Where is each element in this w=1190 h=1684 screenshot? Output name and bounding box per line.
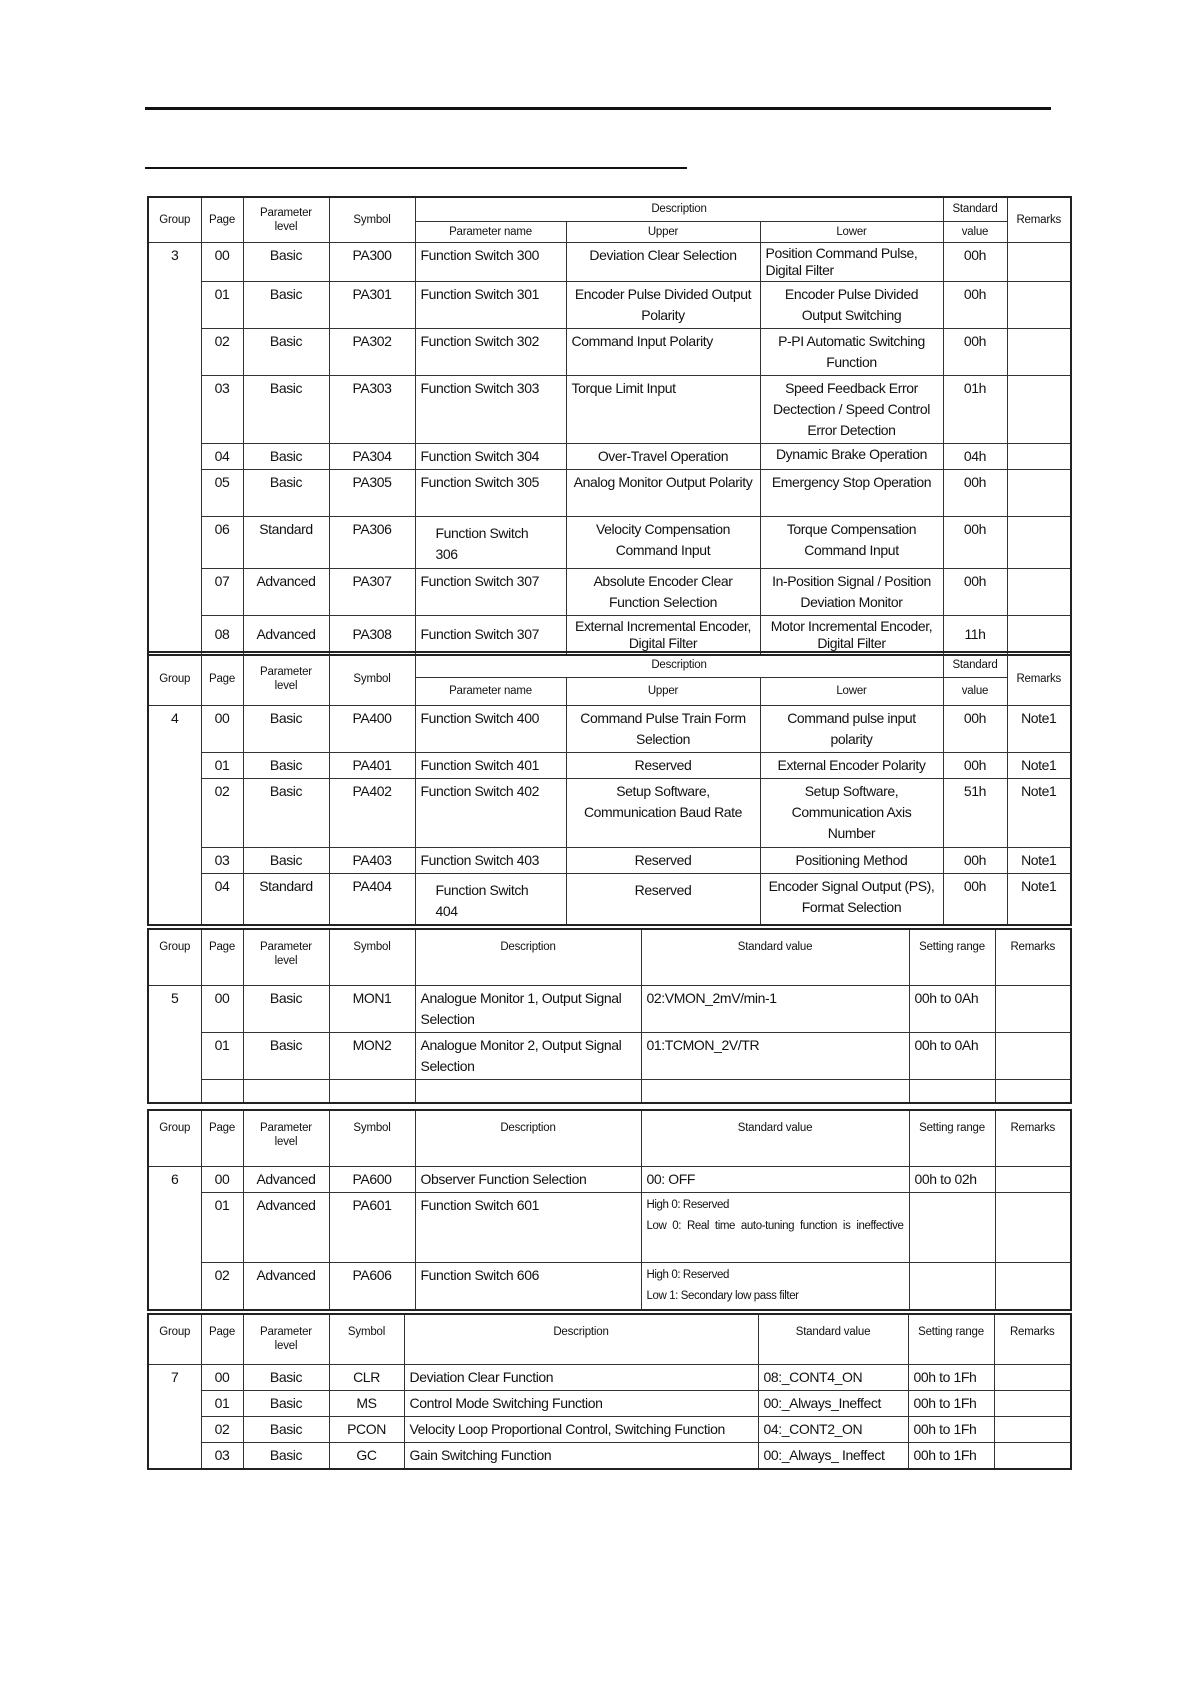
remarks-cell: Note1: [1007, 705, 1071, 752]
level-cell: Advanced: [243, 568, 329, 615]
level-cell: Advanced: [243, 1166, 329, 1192]
standard-value-header: Standard value: [641, 1110, 909, 1166]
std-cell: 04:_CONT2_ON: [758, 1416, 908, 1442]
std-cell: 01:TCMON_2V/TR: [641, 1032, 909, 1079]
symbol-cell: PA301: [329, 281, 415, 328]
lower-cell: Speed Feedback Error Dectection / Speed Control Error Detection: [760, 375, 943, 443]
symbol-header: Symbol: [329, 1314, 404, 1364]
lower-cell: Encoder Pulse Divided Output Switching: [760, 281, 943, 328]
table-row: [148, 568, 1071, 615]
group-number: 6: [148, 1166, 201, 1310]
setting-range-header: Setting range: [908, 1314, 994, 1364]
range-cell: 00h to 1Fh: [908, 1442, 994, 1469]
name-cell: Function Switch 307: [415, 568, 566, 615]
remarks-cell: [994, 1390, 1071, 1416]
description-header: Description: [415, 197, 943, 221]
description-cell: Velocity Loop Proportional Control, Switching Function: [404, 1416, 758, 1442]
std-cell: 00h: [943, 328, 1007, 375]
name-cell: Function Switch 404: [415, 873, 566, 925]
symbol-header: Symbol: [329, 1110, 415, 1166]
range-cell: 00h to 0Ah: [909, 1032, 995, 1079]
page-cell: 02: [201, 778, 243, 847]
upper-cell: Analog Monitor Output Polarity: [566, 469, 760, 516]
upper-cell: Setup Software, Communication Baud Rate: [566, 778, 760, 847]
empty-cell: [243, 1079, 329, 1103]
level-cell: Basic: [243, 328, 329, 375]
name-cell: Function Switch 302: [415, 328, 566, 375]
table-row: [148, 985, 1071, 1032]
symbol-cell: PA601: [329, 1192, 415, 1262]
level-cell: Advanced: [243, 615, 329, 655]
remarks-header: Remarks: [995, 929, 1071, 985]
std-cell: 01h: [943, 375, 1007, 443]
group-number: 7: [148, 1364, 201, 1469]
name-cell: Function Switch 403: [415, 847, 566, 873]
remarks-cell: [995, 1166, 1071, 1192]
symbol-cell: PA400: [329, 705, 415, 752]
name-cell: Function Switch 402: [415, 778, 566, 847]
level-header: Parameter level: [243, 1110, 329, 1166]
table-row: [148, 1166, 1071, 1192]
level-cell: Basic: [243, 242, 329, 281]
std-cell: 04h: [943, 443, 1007, 469]
range-cell: 00h to 02h: [909, 1166, 995, 1192]
table-row: [148, 847, 1071, 873]
page-cell: 07: [201, 568, 243, 615]
upper-cell: Torque Limit Input: [566, 375, 760, 443]
page-cell: 08: [201, 615, 243, 655]
table-row: [148, 328, 1071, 375]
level-cell: Basic: [243, 281, 329, 328]
symbol-cell: PA304: [329, 443, 415, 469]
lower-cell: In-Position Signal / Position Deviation Monitor: [760, 568, 943, 615]
std-cell: 08:_CONT4_ON: [758, 1364, 908, 1390]
lower-cell: Command pulse input polarity: [760, 705, 943, 752]
empty-cell: [995, 1079, 1071, 1103]
lower-cell: Torque Compensation Command Input: [760, 516, 943, 568]
std-cell: 00h: [943, 873, 1007, 925]
std-cell: [641, 1192, 909, 1262]
remarks-header: Remarks: [1007, 652, 1071, 705]
remarks-cell: [1007, 568, 1071, 615]
upper-cell: Command Input Polarity: [566, 328, 760, 375]
upper-cell: Over-Travel Operation: [566, 443, 760, 469]
param-name-header: Parameter name: [415, 677, 566, 705]
table-row: [148, 1079, 1071, 1103]
group-header: Group: [148, 197, 201, 242]
symbol-cell: MS: [329, 1390, 404, 1416]
remarks-cell: Note1: [1007, 752, 1071, 778]
name-cell: Function Switch 307: [415, 615, 566, 655]
page-cell: 03: [201, 1442, 243, 1469]
symbol-cell: PCON: [329, 1416, 404, 1442]
param-name-header: Parameter name: [415, 221, 566, 242]
name-cell: Function Switch 400: [415, 705, 566, 752]
remarks-cell: [1007, 242, 1071, 281]
value-header: value: [943, 221, 1007, 242]
std-low-line: Low 1: Secondary low pass filter: [646, 1289, 799, 1302]
lower-cell: P-PI Automatic Switching Function: [760, 328, 943, 375]
table-row: [148, 375, 1071, 443]
name-cell: Function Switch 301: [415, 281, 566, 328]
table-row: [148, 615, 1071, 655]
standard-value-header: Standard value: [641, 929, 909, 985]
page-cell: 01: [201, 1032, 243, 1079]
std-cell: 00h: [943, 469, 1007, 516]
std-cell: 51h: [943, 778, 1007, 847]
level-cell: Basic: [243, 1032, 329, 1079]
table-row: [148, 752, 1071, 778]
standard-header: Standard: [943, 197, 1007, 221]
group-4-table: [147, 651, 1072, 926]
symbol-cell: PA307: [329, 568, 415, 615]
level-cell: Basic: [243, 778, 329, 847]
name-cell: Function Switch 401: [415, 752, 566, 778]
upper-cell: Reserved: [566, 847, 760, 873]
table-row: [148, 1416, 1071, 1442]
group-number: 5: [148, 985, 201, 1103]
page-header: Page: [201, 1314, 243, 1364]
standard-value-header: Standard value: [758, 1314, 908, 1364]
std-cell: 00h: [943, 705, 1007, 752]
group-header: Group: [148, 1314, 201, 1364]
symbol-cell: PA302: [329, 328, 415, 375]
std-cell: 00:_Always_ Ineffect: [758, 1442, 908, 1469]
level-cell: Basic: [243, 375, 329, 443]
page-cell: 02: [201, 1262, 243, 1310]
table-row: [148, 1390, 1071, 1416]
level-cell: Basic: [243, 1390, 329, 1416]
std-cell: 02:VMON_2mV/min-1: [641, 985, 909, 1032]
symbol-cell: PA303: [329, 375, 415, 443]
remarks-cell: Note1: [1007, 847, 1071, 873]
range-cell: 00h to 0Ah: [909, 985, 995, 1032]
setting-range-header: Setting range: [909, 1110, 995, 1166]
page-header: Page: [201, 1110, 243, 1166]
remarks-cell: [995, 985, 1071, 1032]
symbol-cell: PA305: [329, 469, 415, 516]
description-cell: Control Mode Switching Function: [404, 1390, 758, 1416]
level-header: Parameter level: [243, 652, 329, 705]
std-cell: 00h: [943, 847, 1007, 873]
page-cell: 02: [201, 328, 243, 375]
description-cell: Deviation Clear Function: [404, 1364, 758, 1390]
remarks-cell: [1007, 375, 1071, 443]
description-cell: Analogue Monitor 1, Output Signal Selection: [415, 985, 641, 1032]
lower-cell: Position Command Pulse, Digital Filter: [760, 242, 943, 281]
std-cell: [641, 1262, 909, 1310]
remarks-cell: [995, 1032, 1071, 1079]
standard-header: Standard: [943, 652, 1007, 677]
level-cell: Basic: [243, 1442, 329, 1469]
symbol-cell: PA401: [329, 752, 415, 778]
range-cell: [909, 1192, 995, 1262]
page-header: Page: [201, 652, 243, 705]
range-cell: 00h to 1Fh: [908, 1390, 994, 1416]
std-high-line: High 0: Reserved: [646, 1198, 729, 1211]
level-header: Parameter level: [243, 929, 329, 985]
symbol-header: Symbol: [329, 197, 415, 242]
empty-cell: [415, 1079, 641, 1103]
level-cell: Advanced: [243, 1192, 329, 1262]
std-low-line: Low 0: Real time auto-tuning function is ineffective: [646, 1219, 904, 1232]
level-cell: Basic: [243, 443, 329, 469]
upper-cell: Velocity Compensation Command Input: [566, 516, 760, 568]
table-row: [148, 443, 1071, 469]
page-header: Page: [201, 929, 243, 985]
description-header: Description: [415, 1110, 641, 1166]
upper-cell: Reserved: [566, 752, 760, 778]
value-header: value: [943, 677, 1007, 705]
level-cell: Standard: [243, 516, 329, 568]
symbol-cell: PA404: [329, 873, 415, 925]
upper-cell: Deviation Clear Selection: [566, 242, 760, 281]
lower-header: Lower: [760, 221, 943, 242]
symbol-cell: GC: [329, 1442, 404, 1469]
lower-header: Lower: [760, 677, 943, 705]
table-row: [148, 1364, 1071, 1390]
table-row: [148, 1262, 1071, 1310]
std-cell: 00h: [943, 752, 1007, 778]
level-cell: Basic: [243, 847, 329, 873]
level-cell: Standard: [243, 873, 329, 925]
description-cell: Analogue Monitor 2, Output Signal Selection: [415, 1032, 641, 1079]
symbol-cell: CLR: [329, 1364, 404, 1390]
table-row: [148, 242, 1071, 281]
table-row: [148, 705, 1071, 752]
table-row: [148, 873, 1071, 925]
symbol-cell: PA403: [329, 847, 415, 873]
symbol-cell: PA300: [329, 242, 415, 281]
table-row: [148, 1032, 1071, 1079]
lower-cell: Setup Software, Communication Axis Number: [760, 778, 943, 847]
group-3-table: [147, 196, 1072, 656]
level-header: Parameter level: [243, 197, 329, 242]
lower-cell: Dynamic Brake Operation: [760, 443, 943, 469]
upper-cell: External Incremental Encoder, Digital Filter: [566, 615, 760, 655]
symbol-cell: MON1: [329, 985, 415, 1032]
description-cell: Gain Switching Function: [404, 1442, 758, 1469]
std-high-line: High 0: Reserved: [646, 1268, 729, 1281]
table-row: [148, 281, 1071, 328]
level-header: Parameter level: [243, 1314, 329, 1364]
std-cell: 00: OFF: [641, 1166, 909, 1192]
remarks-header: Remarks: [1007, 197, 1071, 242]
setting-range-header: Setting range: [909, 929, 995, 985]
page-cell: 06: [201, 516, 243, 568]
level-cell: Basic: [243, 469, 329, 516]
level-cell: Basic: [243, 705, 329, 752]
description-cell: Function Switch 601: [415, 1192, 641, 1262]
level-cell: Basic: [243, 1364, 329, 1390]
std-cell: 00:_Always_Ineffect: [758, 1390, 908, 1416]
description-cell: Observer Function Selection: [415, 1166, 641, 1192]
name-cell: Function Switch 304: [415, 443, 566, 469]
empty-cell: [909, 1079, 995, 1103]
std-cell: 00h: [943, 516, 1007, 568]
lower-cell: Encoder Signal Output (PS), Format Selection: [760, 873, 943, 925]
lower-cell: External Encoder Polarity: [760, 752, 943, 778]
std-cell: 11h: [943, 615, 1007, 655]
range-cell: 00h to 1Fh: [908, 1416, 994, 1442]
table-row: [148, 778, 1071, 847]
level-cell: Basic: [243, 1416, 329, 1442]
group-5-table: [147, 928, 1072, 1104]
lower-cell: Positioning Method: [760, 847, 943, 873]
upper-cell: Reserved: [566, 873, 760, 925]
empty-cell: [641, 1079, 909, 1103]
page-cell: 00: [201, 242, 243, 281]
group-7-table: [147, 1313, 1072, 1470]
page-cell: 02: [201, 1416, 243, 1442]
name-cell: Function Switch 303: [415, 375, 566, 443]
table-row: [148, 1442, 1071, 1469]
description-header: Description: [404, 1314, 758, 1364]
range-cell: [909, 1262, 995, 1310]
page-cell: 05: [201, 469, 243, 516]
remarks-cell: [994, 1416, 1071, 1442]
remarks-cell: Note1: [1007, 873, 1071, 925]
symbol-header: Symbol: [329, 652, 415, 705]
std-cell: 00h: [943, 242, 1007, 281]
page-cell: 04: [201, 443, 243, 469]
upper-header: Upper: [566, 221, 760, 242]
symbol-cell: PA306: [329, 516, 415, 568]
remarks-cell: [995, 1262, 1071, 1310]
group-number: 3: [148, 242, 201, 655]
upper-header: Upper: [566, 677, 760, 705]
remarks-cell: [995, 1192, 1071, 1262]
page-cell: 00: [201, 705, 243, 752]
page-header: Page: [201, 197, 243, 242]
page-cell: 00: [201, 1364, 243, 1390]
level-cell: Basic: [243, 985, 329, 1032]
std-cell: 00h: [943, 568, 1007, 615]
description-header: Description: [415, 929, 641, 985]
symbol-header: Symbol: [329, 929, 415, 985]
remarks-cell: [1007, 516, 1071, 568]
page-cell: 00: [201, 985, 243, 1032]
table-row: [148, 469, 1071, 516]
description-cell: Function Switch 606: [415, 1262, 641, 1310]
page-cell: 00: [201, 1166, 243, 1192]
remarks-cell: Note1: [1007, 778, 1071, 847]
remarks-cell: [1007, 443, 1071, 469]
name-cell: Function Switch 305: [415, 469, 566, 516]
remarks-cell: [1007, 615, 1071, 655]
symbol-cell: PA600: [329, 1166, 415, 1192]
header-rule: [145, 107, 1051, 110]
remarks-cell: [994, 1364, 1071, 1390]
group-number: 4: [148, 705, 201, 925]
lower-cell: Emergency Stop Operation: [760, 469, 943, 516]
remarks-cell: [1007, 328, 1071, 375]
lower-cell: Motor Incremental Encoder, Digital Filter: [760, 615, 943, 655]
page-cell: 01: [201, 1192, 243, 1262]
description-header: Description: [415, 652, 943, 677]
group-header: Group: [148, 1110, 201, 1166]
name-cell: Function Switch 306: [415, 516, 566, 568]
symbol-cell: PA606: [329, 1262, 415, 1310]
group-6-table: [147, 1109, 1072, 1311]
std-cell: 00h: [943, 281, 1007, 328]
group-header: Group: [148, 929, 201, 985]
empty-cell: [201, 1079, 243, 1103]
level-cell: Advanced: [243, 1262, 329, 1310]
page-cell: 04: [201, 873, 243, 925]
upper-cell: Command Pulse Train Form Selection: [566, 705, 760, 752]
symbol-cell: PA402: [329, 778, 415, 847]
page-cell: 01: [201, 1390, 243, 1416]
remarks-cell: [1007, 281, 1071, 328]
level-cell: Basic: [243, 752, 329, 778]
symbol-cell: MON2: [329, 1032, 415, 1079]
remarks-header: Remarks: [995, 1110, 1071, 1166]
table-row: [148, 516, 1071, 568]
table-row: [148, 1192, 1071, 1262]
page-cell: 01: [201, 281, 243, 328]
empty-cell: [329, 1079, 415, 1103]
remarks-cell: [1007, 469, 1071, 516]
name-cell: Function Switch 300: [415, 242, 566, 281]
group-header: Group: [148, 652, 201, 705]
page-cell: 03: [201, 375, 243, 443]
upper-cell: Absolute Encoder Clear Function Selection: [566, 568, 760, 615]
upper-cell: Encoder Pulse Divided Output Polarity: [566, 281, 760, 328]
symbol-cell: PA308: [329, 615, 415, 655]
page-cell: 03: [201, 847, 243, 873]
page-cell: 01: [201, 752, 243, 778]
range-cell: 00h to 1Fh: [908, 1364, 994, 1390]
remarks-header: Remarks: [994, 1314, 1071, 1364]
remarks-cell: [994, 1442, 1071, 1469]
section-rule: [145, 167, 687, 169]
